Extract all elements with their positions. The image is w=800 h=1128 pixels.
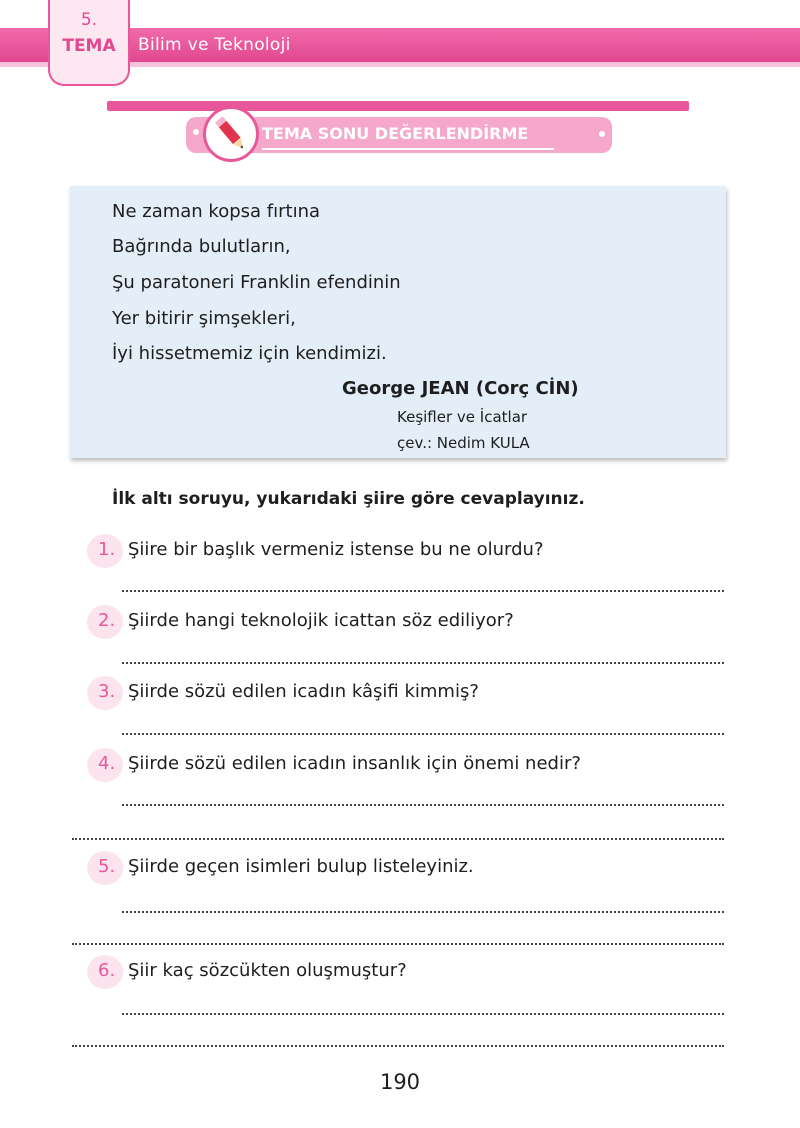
answer-line[interactable] — [122, 733, 724, 735]
question-number: 5. — [98, 856, 116, 877]
poem-line: İyi hissetmemiz için kendimizi. — [112, 343, 387, 364]
answer-line[interactable] — [122, 590, 724, 592]
poem-author: George JEAN (Corç CİN) — [342, 378, 579, 399]
question-number: 2. — [98, 610, 116, 631]
unit-label: TEMA — [62, 36, 116, 56]
answer-line[interactable] — [122, 911, 724, 913]
question-number: 3. — [98, 681, 116, 702]
pencil-icon — [203, 106, 259, 162]
answer-line[interactable] — [72, 1045, 724, 1047]
poem-translator: çev.: Nedim KULA — [397, 434, 530, 452]
answer-line[interactable] — [72, 943, 724, 945]
question-text: Şiirde sözü edilen icadın kâşifi kimmiş? — [128, 681, 479, 702]
poem-line: Yer bitirir şimşekleri, — [112, 308, 296, 329]
answer-line[interactable] — [122, 662, 724, 664]
question-number: 1. — [98, 539, 116, 560]
question-text: Şiirde sözü edilen icadın insanlık için önemi nedir? — [128, 753, 581, 774]
banner-dot-left — [193, 129, 199, 135]
poem-line: Şu paratoneri Franklin efendinin — [112, 272, 401, 293]
question-text: Şiirde hangi teknolojik icattan söz ediliyor? — [128, 610, 514, 631]
section-title: TEMA SONU DEĞERLENDİRME — [262, 124, 529, 143]
answer-line[interactable] — [122, 1013, 724, 1015]
question-number: 4. — [98, 753, 116, 774]
instruction-text: İlk altı soruyu, yukarıdaki şiire göre cevaplayınız. — [112, 489, 585, 509]
poem-source: Keşifler ve İcatlar — [397, 408, 528, 426]
poem-line: Bağrında bulutların, — [112, 236, 291, 257]
theme-title: Bilim ve Teknoloji — [138, 35, 291, 55]
question-text: Şiirde geçen isimleri bulup listeleyiniz. — [128, 856, 474, 877]
page-number: 190 — [379, 1070, 421, 1094]
unit-number: 5. — [80, 10, 98, 30]
question-number: 6. — [98, 960, 116, 981]
question-text: Şiir kaç sözcükten oluşmuştur? — [128, 960, 407, 981]
question-text: Şiire bir başlık vermeniz istense bu ne olurdu? — [128, 539, 544, 560]
section-title-underline — [262, 148, 554, 150]
banner-dot-right — [599, 131, 605, 137]
answer-line[interactable] — [72, 838, 724, 840]
answer-line[interactable] — [122, 804, 724, 806]
section-rule — [107, 101, 689, 111]
poem-line: Ne zaman kopsa fırtına — [112, 201, 321, 222]
